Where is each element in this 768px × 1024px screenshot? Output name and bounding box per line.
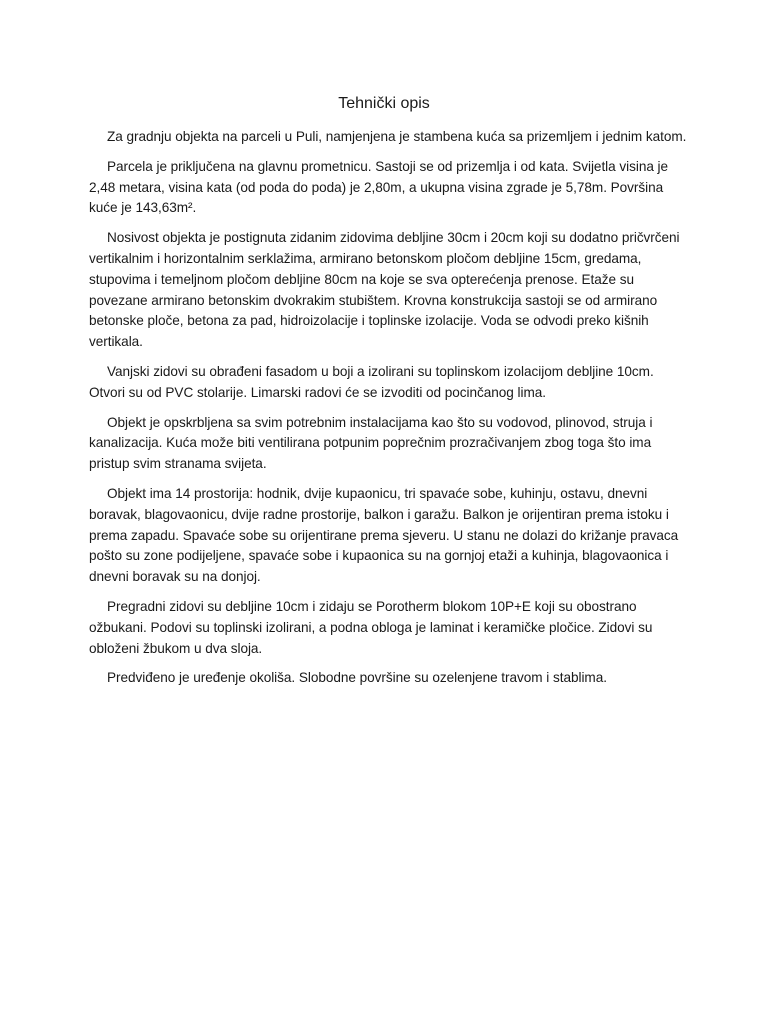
paragraph-rooms: Objekt ima 14 prostorija: hodnik, dvije kupaonicu, tri spavaće sobe, kuhinju, ostavu, dnevni boravak, blagovaonicu, dvije radne prostorije, balkon i garažu. Balkon je orijentiran prema istoku i prema zapadu. Spavaće sobe su orijentirane prema sjeveru. U stanu ne dolazi do križanje pravaca pošto su zone podijeljene, spavaće sobe i kupaonica su na gornjoj etaži a kuhinja, blagovaonica i dnevni boravak su na donjoj. [89, 485, 679, 585]
document-body [89, 127, 689, 689]
paragraph-parcel: Parcela je priključena na glavnu prometnicu. Sastoji se od prizemlja i od kata. Svijetla visina je 2,48 metara, visina kata (od poda do poda) je 2,80m, a ukupna visina zgrade je 5,78m. Površina kuće je 143,63m². [89, 158, 669, 216]
paragraph-installations: Objekt je opskrbljena sa svim potrebnim instalacijama kao što su vodovod, plinovod, struja i kanalizacija. Kuća može biti ventilirana potpunim poprečnim prozračivanjem zbog toga što ima pristup svim stranama svijeta. [89, 414, 653, 472]
paragraph-structure: Nosivost objekta je postignuta zidanim zidovima debljine 30cm i 20cm koji su dodatno pričvrčeni vertikalnim i horizontalnim serklažima, armirano betonskom pločom debljine 15cm, gredama, stupovima i temeljnom pločom debljine 80cm na koje se sva opterećenja prenose. Etaže su povezane armirano betonskim dvokrakim stubištem. Krovna konstrukcija sastoji se od armirano betonske ploče, betona za pad, hidroizolacije i toplinske izolacije. Voda se odvodi preko kišnih vertikala. [89, 230, 680, 350]
paragraph-landscaping: Predviđeno je uređenje okoliša. Slobodne površine su ozelenjene travom i stablima. [107, 670, 607, 686]
paragraph-partition-walls: Pregradni zidovi su debljine 10cm i zidaju se Porotherm blokom 10P+E koji su obostrano ožbukani. Podovi su toplinski izolirani, a podna obloga je laminat i keramičke pločice. Zidovi su obloženi žbukom u dva sloja. [89, 598, 653, 656]
document-title: Tehnički opis [338, 95, 430, 112]
paragraph-exterior-walls: Vanjski zidovi su obrađeni fasadom u boji a izolirani su toplinskom izolacijom debljine 10cm. Otvori su od PVC stolarije. Limarski radovi će se izvoditi od pocinčanog lima. [89, 363, 654, 400]
paragraph-intro: Za gradnju objekta na parceli u Puli, namjenjena je stambena kuća sa prizemljem i jednim katom. [107, 129, 687, 144]
